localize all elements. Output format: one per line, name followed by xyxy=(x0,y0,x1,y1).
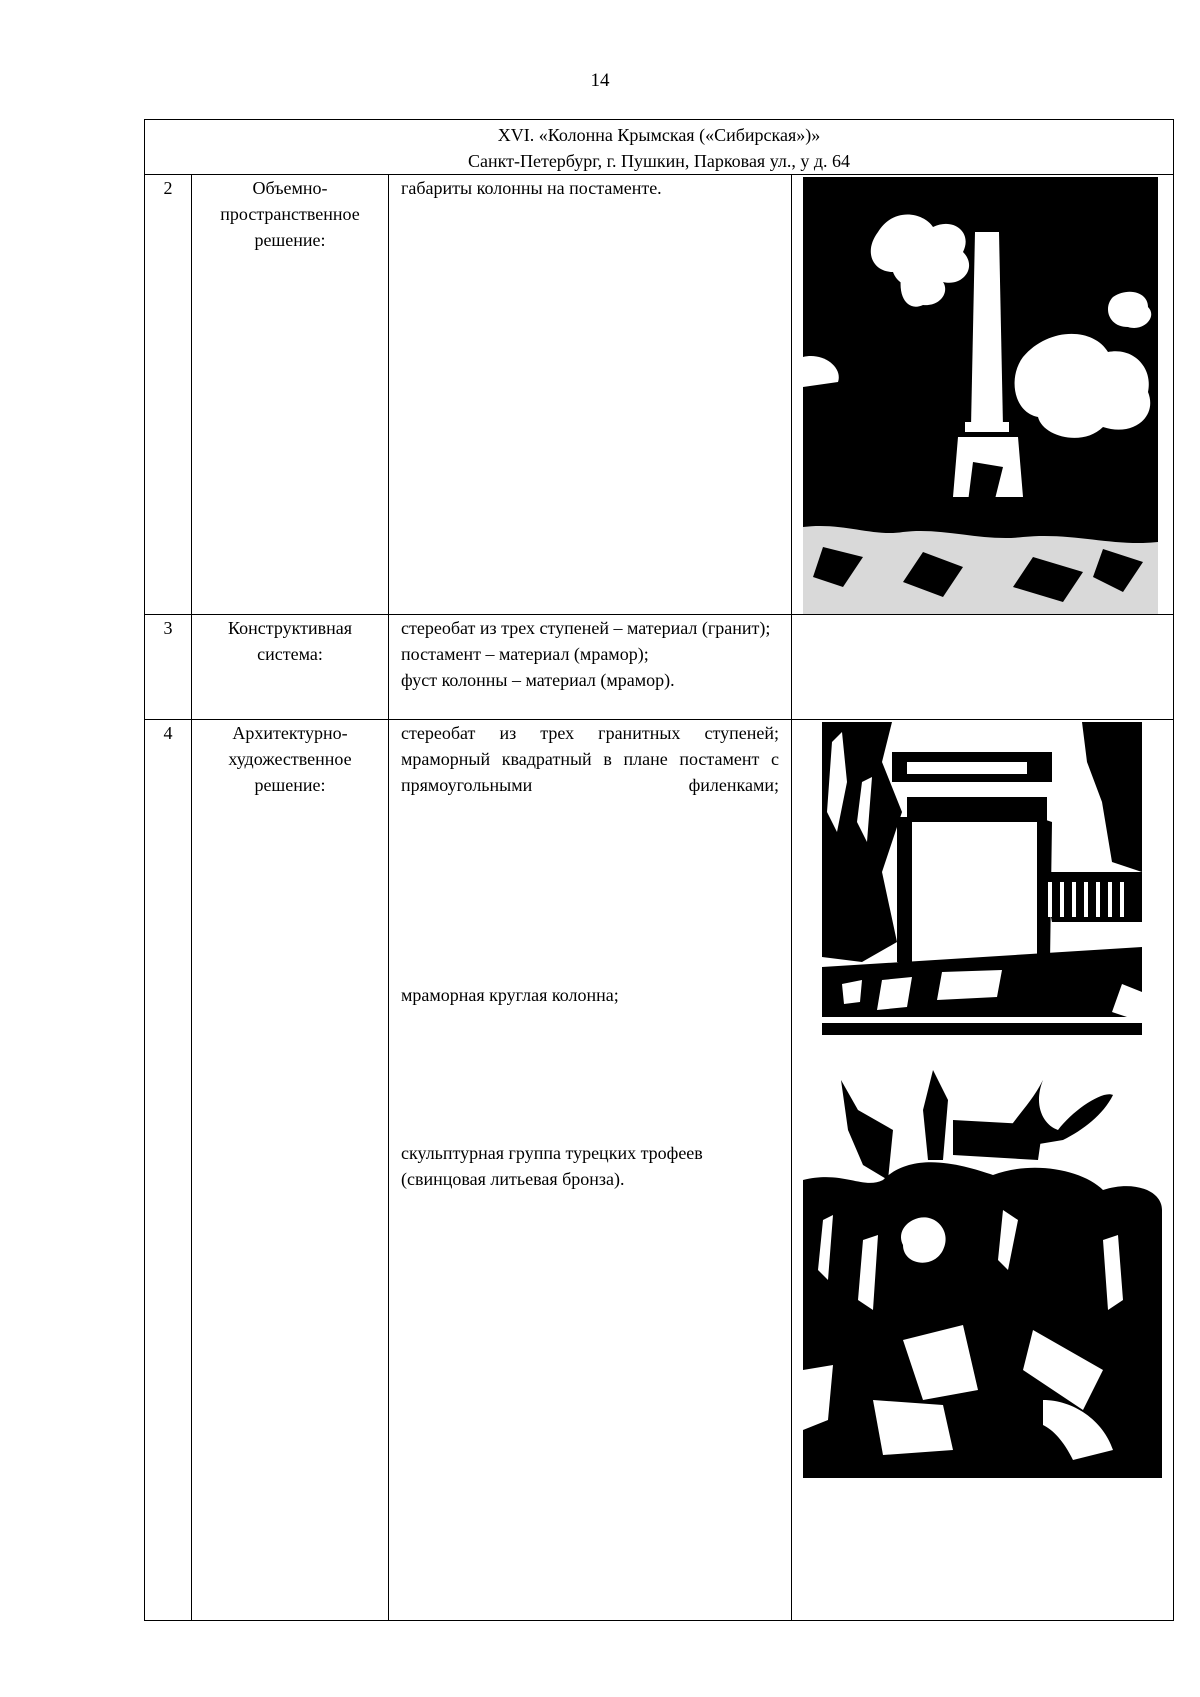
monument-table xyxy=(144,119,1174,1621)
table-header-row xyxy=(145,120,1174,175)
description-line: фуст колонны – материал (мрамор). xyxy=(401,670,675,690)
photo-cell xyxy=(792,175,1174,615)
description-line: скульптурная группа турецких трофеев (свинцовая литьевая бронза). xyxy=(401,1143,703,1189)
description-line: стереобат из трех гранитных ступеней; xyxy=(401,723,779,743)
row-name xyxy=(192,615,389,720)
table-row xyxy=(145,615,1174,720)
table-row xyxy=(145,175,1174,615)
row-name-line: система: xyxy=(257,644,323,664)
page-number: 14 xyxy=(590,70,610,91)
row-number: 3 xyxy=(145,615,192,720)
row-number: 2 xyxy=(145,175,192,615)
description-line: стереобат из трех ступеней – материал (гранит); xyxy=(401,618,771,638)
row-name-line: художественное xyxy=(228,749,352,769)
monument-address: Санкт-Петербург, г. Пушкин, Парковая ул., у д. 64 xyxy=(467,151,851,171)
row-name xyxy=(192,720,389,1621)
photo-cell xyxy=(792,720,1174,1621)
description-line: постамент – материал (мрамор); xyxy=(401,644,649,664)
column-photo xyxy=(803,177,1158,614)
trophies-photo xyxy=(803,1070,1162,1478)
row-number: 4 xyxy=(145,720,192,1621)
monument-title: XVI. «Колонна Крымская («Сибирская»)» xyxy=(497,125,821,145)
empty-photo-cell xyxy=(792,615,1174,720)
row-name-line: Конструктивная xyxy=(228,618,352,638)
row-name xyxy=(192,175,389,615)
row-name-line: Архитектурно- xyxy=(232,723,348,743)
table-row xyxy=(145,720,1174,1621)
table-header xyxy=(145,120,1174,175)
description-line: мраморная круглая колонна; xyxy=(401,985,619,1005)
description-line: мраморный квадратный в плане постамент с прямоугольными филенками; xyxy=(401,749,779,795)
row-description xyxy=(389,175,792,615)
row-name-line: решение: xyxy=(254,230,326,250)
row-description xyxy=(389,615,792,720)
description-line: габариты колонны на постаменте. xyxy=(401,178,662,198)
row-name-line: решение: xyxy=(254,775,326,795)
row-name-line: Объемно- xyxy=(252,178,328,198)
pedestal-photo xyxy=(822,722,1142,1035)
row-name-line: пространственное xyxy=(220,204,360,224)
row-description xyxy=(389,720,792,1621)
